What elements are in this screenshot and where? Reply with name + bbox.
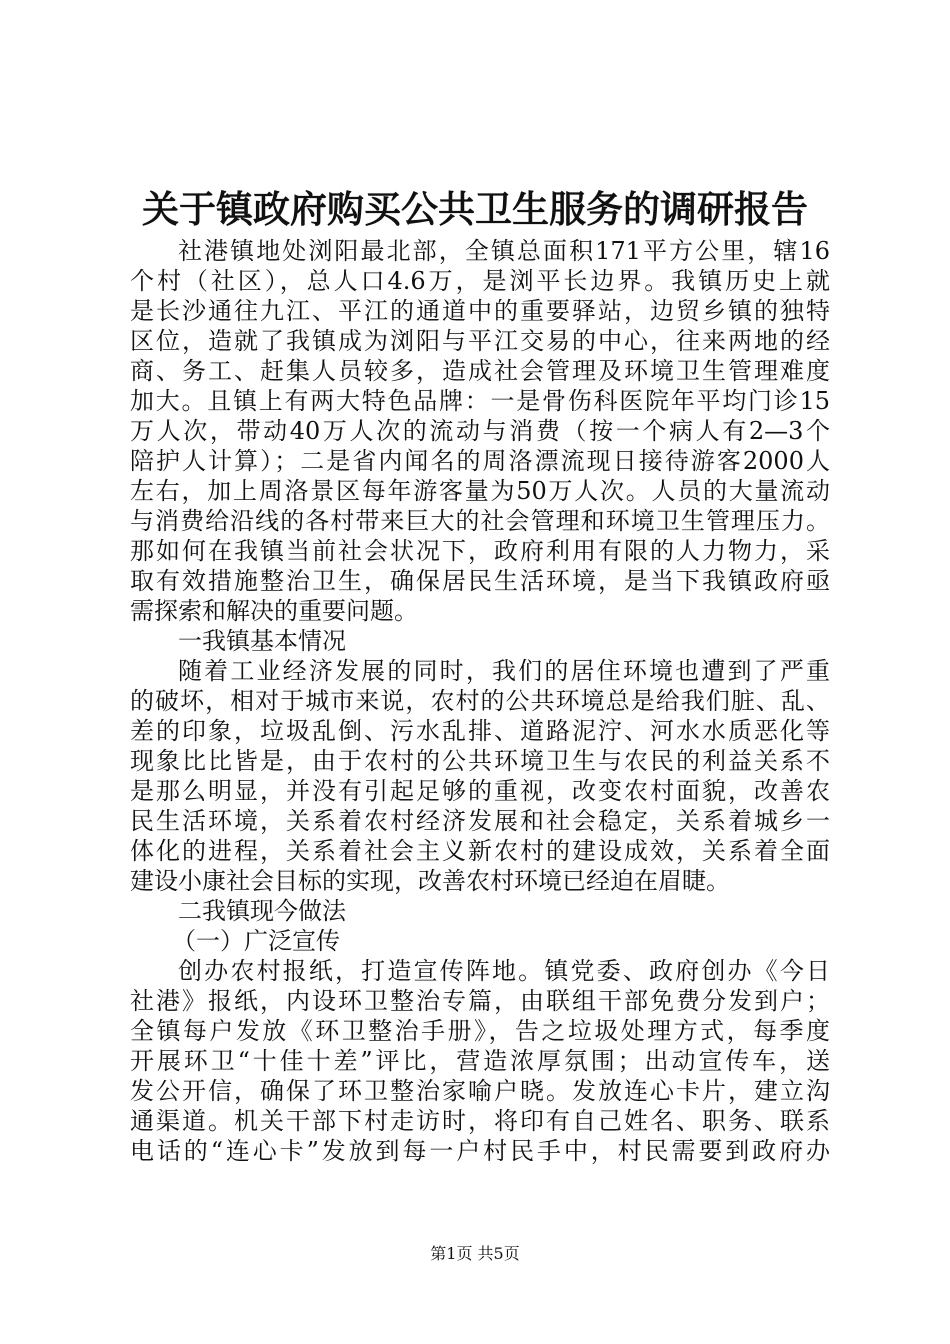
paragraph-line: 左右，加上周洛景区每年游客量为50万人次。人员的大量流动 bbox=[130, 477, 830, 505]
document-title: 关于镇政府购买公共卫生服务的调研报告 bbox=[142, 187, 808, 231]
paragraph-line: 的破坏，相对于城市来说，农村的公共环境总是给我们脏、乱、 bbox=[130, 687, 830, 715]
paragraph-line: 随着工业经济发展的同时，我们的居住环境也遭到了严重 bbox=[178, 657, 830, 685]
section-heading: 一我镇基本情况 bbox=[178, 627, 346, 655]
paragraph-line: 是那么明显，并没有引起足够的重视，改变农村面貌，改善农 bbox=[130, 777, 830, 805]
paragraph-line: 体化的进程，关系着社会主义新农村的建设成效，关系着全面 bbox=[130, 837, 830, 865]
paragraph-line: 需探索和解决的重要问题。 bbox=[130, 597, 418, 625]
section-heading: 二我镇现今做法 bbox=[178, 897, 346, 925]
paragraph-line: 社港》报纸，内设环卫整治专篇，由联组干部免费分发到户； bbox=[130, 987, 830, 1015]
paragraph-line: 现象比比皆是，由于农村的公共环境卫生与农民的利益关系不 bbox=[130, 747, 830, 775]
paragraph-line: 社港镇地处浏阳最北部，全镇总面积171平方公里，辖16 bbox=[178, 237, 830, 265]
paragraph-line: 个村（社区），总人口4.6万，是浏平长边界。我镇历史上就 bbox=[130, 267, 830, 295]
paragraph-line: 区位，造就了我镇成为浏阳与平江交易的中心，往来两地的经 bbox=[130, 327, 830, 355]
paragraph-line: 创办农村报纸，打造宣传阵地。镇党委、政府创办《今日 bbox=[178, 957, 830, 985]
page-number-footer: 第1页 共5页 bbox=[430, 1244, 520, 1263]
paragraph-line: 与消费给沿线的各村带来巨大的社会管理和环境卫生管理压力。 bbox=[130, 507, 830, 535]
paragraph-line: 加大。且镇上有两大特色品牌：一是骨伤科医院年平均门诊15 bbox=[130, 387, 830, 415]
subsection-heading: （一）广泛宣传 bbox=[172, 927, 340, 955]
document-body bbox=[130, 236, 830, 1166]
paragraph-line: 万人次，带动40万人次的流动与消费（按一个病人有2—3个 bbox=[130, 417, 830, 445]
paragraph-line: 发公开信，确保了环卫整治家喻户晓。发放连心卡片，建立沟 bbox=[130, 1077, 830, 1105]
paragraph-line: 是长沙通往九江、平江的通道中的重要驿站，边贸乡镇的独特 bbox=[130, 297, 830, 325]
paragraph-line: 民生活环境，关系着农村经济发展和社会稳定，关系着城乡一 bbox=[130, 807, 830, 835]
paragraph-line: 陪护人计算）；二是省内闻名的周洛漂流现日接待游客2000人 bbox=[130, 447, 830, 475]
paragraph-line: 建设小康社会目标的实现，改善农村环境已经迫在眉睫。 bbox=[130, 867, 730, 895]
paragraph-line: 商、务工、赶集人员较多，造成社会管理及环境卫生管理难度 bbox=[130, 357, 830, 385]
paragraph-line: 那如何在我镇当前社会状况下，政府利用有限的人力物力，采 bbox=[130, 537, 830, 565]
paragraph-line: 差的印象，垃圾乱倒、污水乱排、道路泥泞、河水水质恶化等 bbox=[130, 717, 830, 745]
paragraph-line: 取有效措施整治卫生，确保居民生活环境，是当下我镇政府亟 bbox=[130, 567, 830, 595]
paragraph-line: 通渠道。机关干部下村走访时，将印有自己姓名、职务、联系 bbox=[130, 1107, 830, 1135]
paragraph-line: 开展环卫“十佳十差”评比，营造浓厚氛围；出动宣传车，送 bbox=[130, 1047, 830, 1075]
paragraph-line: 全镇每户发放《环卫整治手册》，告之垃圾处理方式，每季度 bbox=[130, 1017, 830, 1045]
paragraph-line: 电话的“连心卡”发放到每一户村民手中，村民需要到政府办 bbox=[130, 1137, 830, 1165]
